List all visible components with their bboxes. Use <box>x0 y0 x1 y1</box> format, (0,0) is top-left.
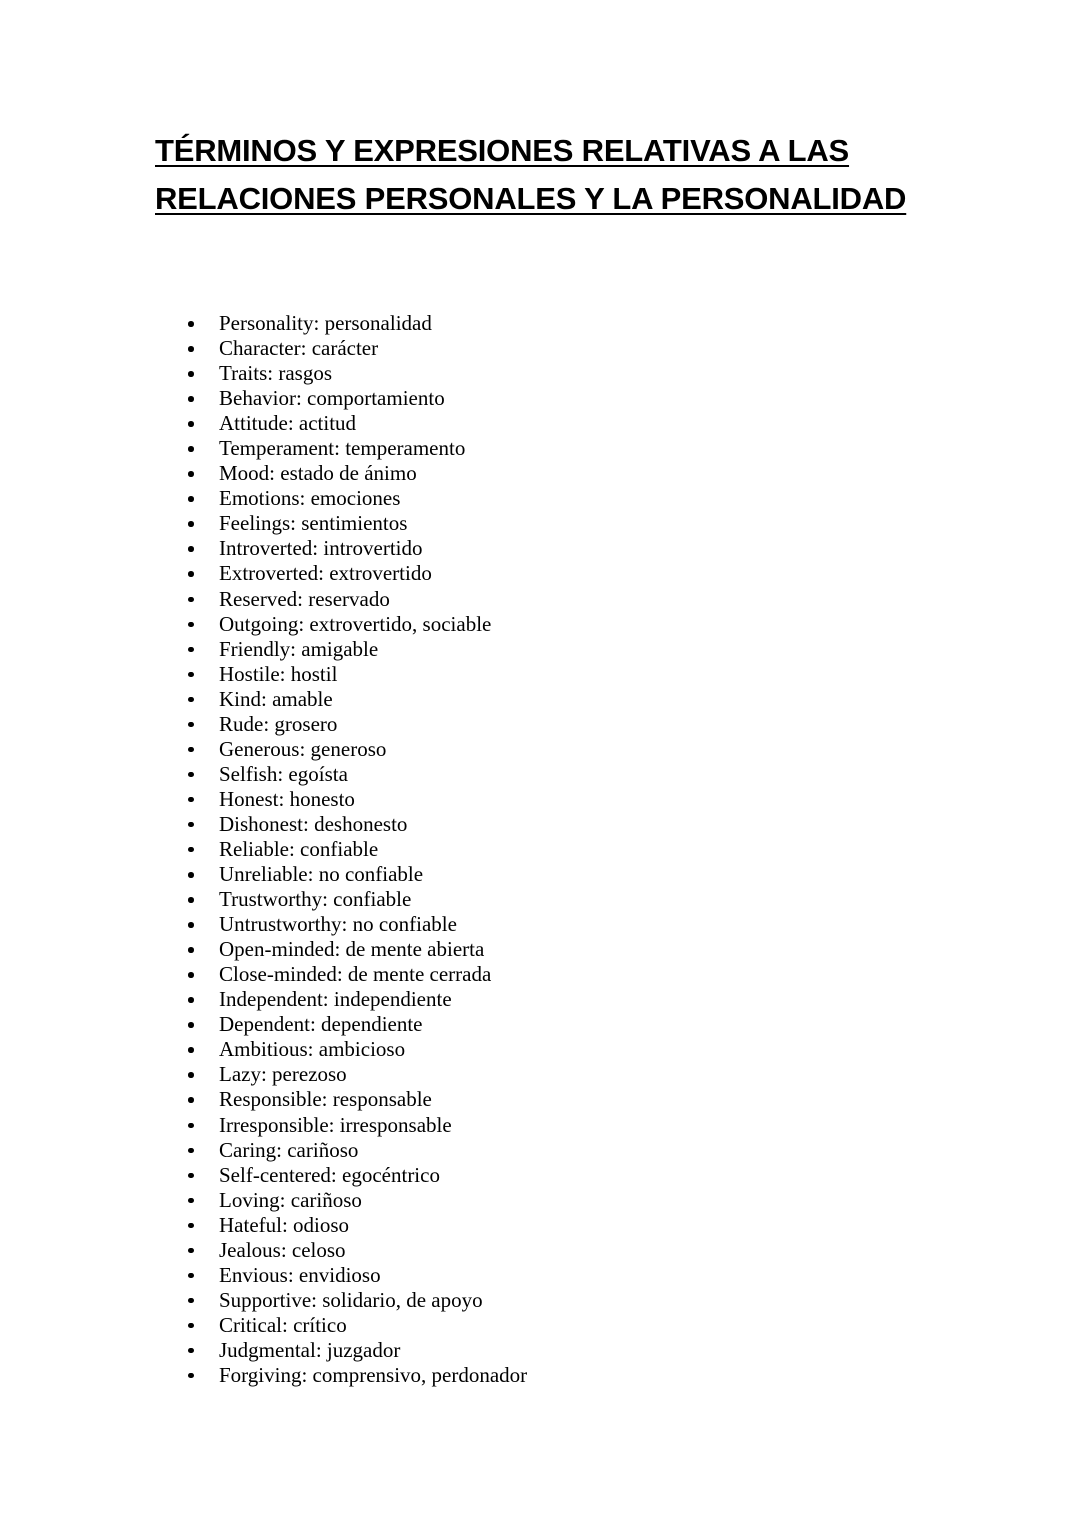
list-item <box>175 837 527 862</box>
term-text: Ambitious: ambicioso <box>219 1037 406 1062</box>
list-item <box>175 436 527 461</box>
bullet-icon <box>188 1173 194 1179</box>
bullet-icon <box>188 496 194 502</box>
term-text: Independent: independiente <box>219 987 452 1012</box>
bullet-icon <box>188 597 194 603</box>
bullet-icon <box>188 822 194 828</box>
term-text: Open-minded: de mente abierta <box>219 937 485 962</box>
term-text: Introverted: introvertido <box>219 536 423 561</box>
bullet-icon <box>188 722 194 728</box>
term-text: Friendly: amigable <box>219 636 379 661</box>
term-text: Dishonest: deshonesto <box>219 811 408 836</box>
bullet-icon <box>188 922 194 928</box>
list-item <box>175 737 527 762</box>
list-item <box>175 762 527 787</box>
term-text: Caring: cariñoso <box>219 1137 359 1162</box>
term-text: Emotions: emociones <box>219 486 401 511</box>
term-text: Reserved: reservado <box>219 586 390 611</box>
term-text: Envious: envidioso <box>219 1262 381 1287</box>
bullet-icon <box>188 647 194 653</box>
bullet-icon <box>188 1148 194 1154</box>
title-line-1: TÉRMINOS Y EXPRESIONES RELATIVAS A LAS <box>155 133 850 168</box>
list-item <box>175 361 527 386</box>
term-text: Supportive: solidario, de apoyo <box>219 1287 483 1312</box>
bullet-icon <box>188 997 194 1003</box>
list-item <box>175 812 527 837</box>
bullet-icon <box>188 972 194 978</box>
term-text: Attitude: actitud <box>219 411 357 436</box>
bullet-icon <box>188 421 194 427</box>
term-text: Irresponsible: irresponsable <box>219 1112 452 1137</box>
list-item <box>175 1037 527 1062</box>
term-text: Unreliable: no confiable <box>219 862 424 887</box>
term-text: Mood: estado de ánimo <box>219 461 417 486</box>
list-item <box>175 1263 527 1288</box>
term-text: Rude: grosero <box>219 711 338 736</box>
bullet-icon <box>188 471 194 477</box>
bullet-icon <box>188 847 194 853</box>
bullet-icon <box>188 872 194 878</box>
list-item <box>175 587 527 612</box>
list-item <box>175 912 527 937</box>
bullet-icon <box>188 1022 194 1028</box>
list-item <box>175 411 527 436</box>
list-item <box>175 1313 527 1338</box>
bullet-icon <box>188 747 194 753</box>
term-text: Lazy: perezoso <box>219 1062 347 1087</box>
bullet-icon <box>188 1248 194 1254</box>
bullet-icon <box>188 1348 194 1354</box>
bullet-icon <box>188 396 194 402</box>
term-text: Personality: personalidad <box>219 311 432 335</box>
term-text: Hostile: hostil <box>219 661 338 686</box>
list-item <box>175 937 527 962</box>
term-text: Hateful: odioso <box>219 1212 350 1237</box>
list-item <box>175 662 527 687</box>
list-item <box>175 887 527 912</box>
bullet-icon <box>188 546 194 552</box>
bullet-icon <box>188 947 194 953</box>
list-item <box>175 862 527 887</box>
bullet-icon <box>188 622 194 628</box>
term-text: Extroverted: extrovertido <box>219 561 432 586</box>
term-text: Outgoing: extrovertido, sociable <box>219 611 492 636</box>
list-item <box>175 1338 527 1363</box>
bullet-icon <box>188 571 194 577</box>
list-item <box>175 1138 527 1163</box>
bullet-icon <box>188 371 194 377</box>
bullet-icon <box>188 1072 194 1078</box>
bullet-icon <box>188 672 194 678</box>
bullet-icon <box>188 897 194 903</box>
list-item <box>175 1238 527 1263</box>
list-item <box>175 637 527 662</box>
list-item <box>175 1188 527 1213</box>
term-text: Honest: honesto <box>219 786 355 811</box>
list-item <box>175 536 527 561</box>
bullet-icon <box>188 521 194 527</box>
list-item <box>175 1012 527 1037</box>
term-text: Feelings: sentimientos <box>219 511 408 536</box>
term-text: Behavior: comportamiento <box>219 386 445 411</box>
list-item <box>175 612 527 637</box>
term-text: Forgiving: comprensivo, perdonador <box>219 1362 528 1387</box>
list-item <box>175 687 527 712</box>
list-item <box>175 1213 527 1238</box>
document-title <box>155 127 1015 223</box>
bullet-icon <box>188 1047 194 1053</box>
term-text: Loving: cariñoso <box>219 1187 362 1212</box>
list-item <box>175 486 527 511</box>
list-item <box>175 511 527 536</box>
bullet-icon <box>188 772 194 778</box>
list-item <box>175 787 527 812</box>
term-text: Responsible: responsable <box>219 1087 432 1112</box>
list-item <box>175 1062 527 1087</box>
bullet-icon <box>188 1323 194 1329</box>
term-text: Close-minded: de mente cerrada <box>219 962 492 987</box>
bullet-icon <box>188 797 194 803</box>
list-item <box>175 311 527 336</box>
term-text: Character: carácter <box>219 336 379 361</box>
list-item <box>175 1363 527 1388</box>
bullet-icon <box>188 321 194 327</box>
list-item <box>175 386 527 411</box>
bullet-icon <box>188 1198 194 1204</box>
term-text: Self-centered: egocéntrico <box>219 1162 440 1187</box>
bullet-icon <box>188 697 194 703</box>
list-item <box>175 461 527 486</box>
list-item <box>175 987 527 1012</box>
list-item <box>175 1087 527 1112</box>
term-text: Temperament: temperamento <box>219 436 466 461</box>
term-text: Selfish: egoísta <box>219 761 348 786</box>
bullet-icon <box>188 1123 194 1129</box>
list-item <box>175 1288 527 1313</box>
term-text: Untrustworthy: no confiable <box>219 912 457 937</box>
list-item <box>175 1163 527 1188</box>
list-item <box>175 1113 527 1138</box>
term-list <box>175 311 527 1388</box>
title-line-2: RELACIONES PERSONALES Y LA PERSONALIDAD <box>155 181 907 216</box>
bullet-icon <box>188 446 194 452</box>
term-text: Judgmental: juzgador <box>219 1337 401 1362</box>
bullet-icon <box>188 1273 194 1279</box>
list-item <box>175 561 527 586</box>
term-text: Trustworthy: confiable <box>219 887 412 912</box>
term-text: Kind: amable <box>219 686 333 711</box>
term-text: Critical: crítico <box>219 1312 347 1337</box>
term-text: Dependent: dependiente <box>219 1012 423 1037</box>
term-text: Jealous: celoso <box>219 1237 346 1262</box>
bullet-icon <box>188 1223 194 1229</box>
list-item <box>175 336 527 361</box>
bullet-icon <box>188 346 194 352</box>
term-text: Reliable: confiable <box>219 836 379 861</box>
bullet-icon <box>188 1097 194 1103</box>
bullet-icon <box>188 1373 194 1379</box>
term-text: Traits: rasgos <box>219 361 332 386</box>
bullet-icon <box>188 1298 194 1304</box>
list-item <box>175 712 527 737</box>
list-item <box>175 962 527 987</box>
term-text: Generous: generoso <box>219 736 387 761</box>
